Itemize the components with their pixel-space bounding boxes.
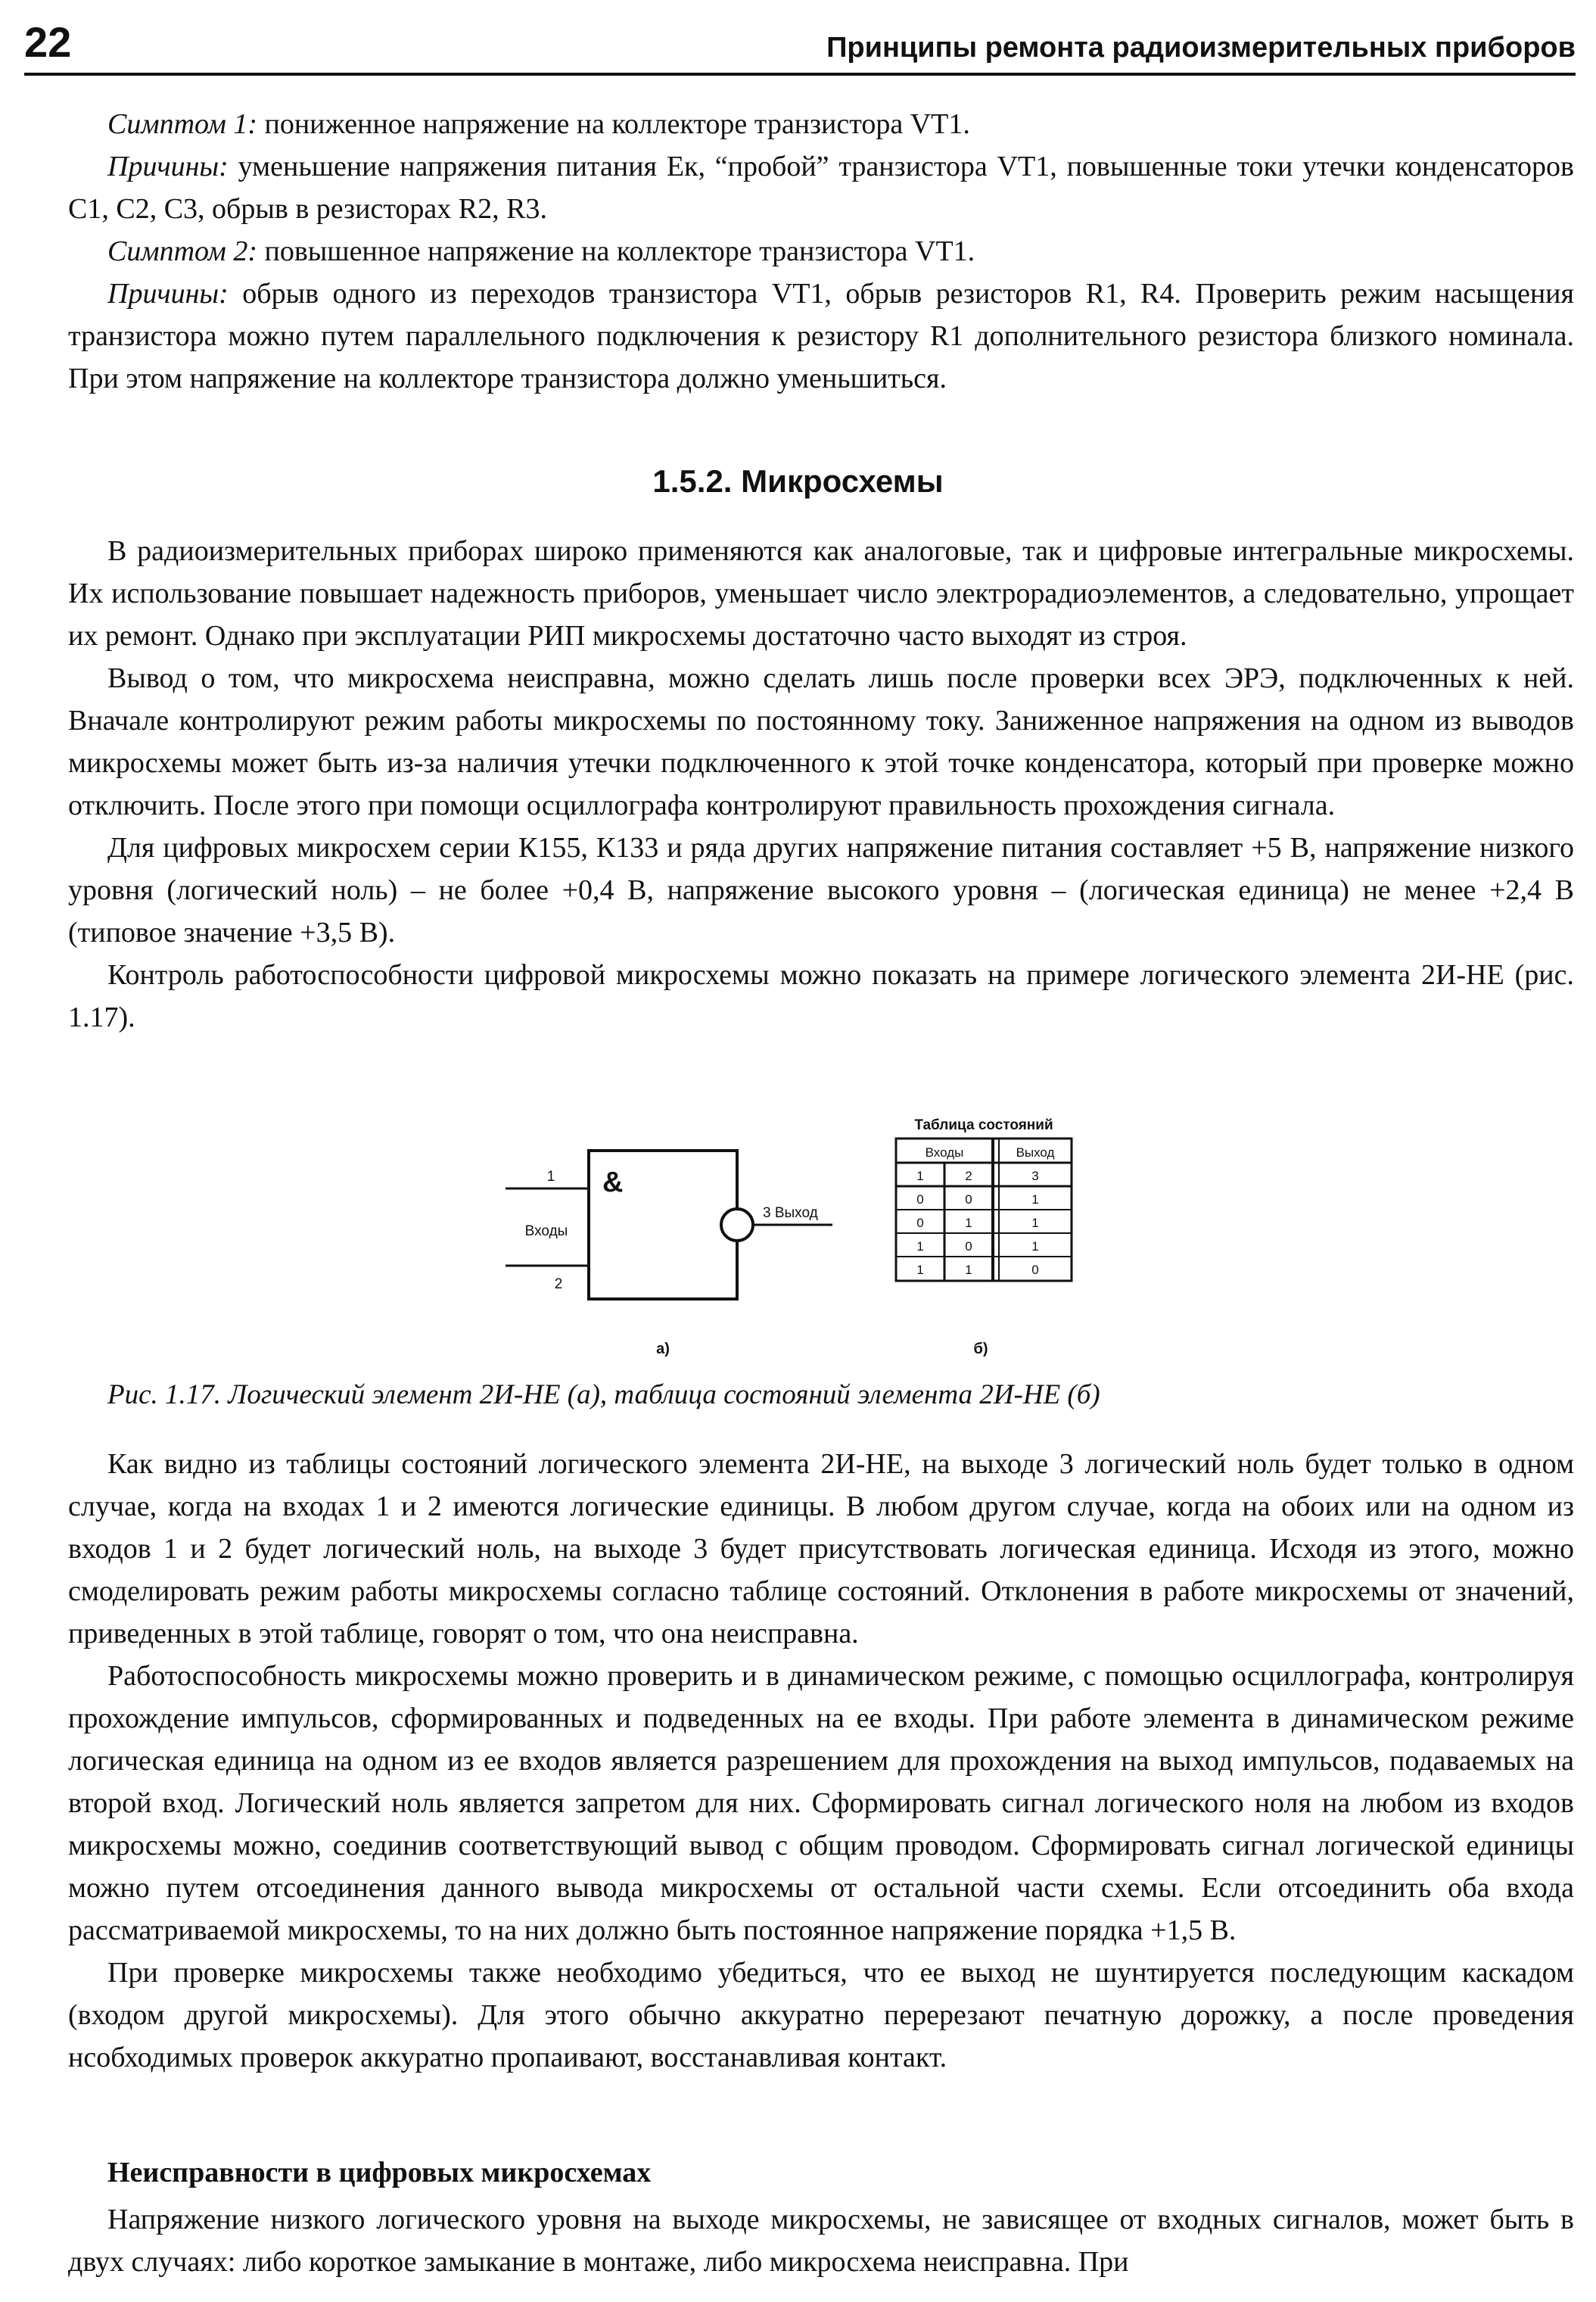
symptoms-block	[68, 103, 1574, 400]
table-cell: 0	[916, 1192, 924, 1207]
causes-2	[68, 273, 1574, 400]
table-cell: 1	[916, 1263, 924, 1277]
output-label: 3 Выход	[763, 1205, 818, 1221]
page-number: 22	[24, 18, 72, 66]
body-paragraph: Работоспособность микросхемы можно проверить и в динамическом режиме, с помощью осциллографа, контролируя прохождение импульсов, сформированных и подведенных на ее входы. При работе элемента в динамическом режиме логическая единица на одном из ее входов является разрешением для прохождения на выход импульсов, подаваемых на второй вход. Логический ноль является запретом для них. Сформировать сигнал логического ноля на любом из входов микросхемы можно, соединив соответствующий вывод с общим проводом. Сформировать сигнал логической единицы можно путем отсоединения данного вывода микросхемы от остальной части схемы. Если отсоединить оба входа рассматриваемой микросхемы, то на них должно быть постоянное напряжение порядка +1,5 В.	[68, 1660, 1574, 1946]
figure-caption: Рис. 1.17. Логический элемент 2И-НЕ (а), таблица состояний элемента 2И-НЕ (б)	[107, 1379, 1100, 1410]
figure-1-17	[0, 1113, 1596, 1370]
inversion-bubble	[721, 1209, 753, 1241]
subsection-title: Неисправности в цифровых микросхемах	[107, 2157, 652, 2188]
input-1-label: 1	[546, 1169, 555, 1185]
section-paragraph: Вывод о том, что микросхема неисправна, можно сделать лишь после проверки всех ЭРЭ, подключенных к ней. Вначале контролируют режим работы микросхемы по постоянному току. Заниженное напряжения на одном из выводов микросхемы может быть из-за наличия утечки подключенного к этой точке конденсатора, который при проверке можно отключить. После этого при помощи осциллографа контролируют правильность прохождения сигнала.	[68, 662, 1574, 821]
subsection-paragraph: Напряжение низкого логического уровня на выходе микросхемы, не зависящее от входных сигналов, может быть в двух случаях: либо короткое замыкание в монтаже, либо микросхема неисправна. При	[68, 2204, 1574, 2278]
section-title: 1.5.2. Микросхемы	[652, 463, 944, 499]
table-cell: 0	[916, 1216, 924, 1230]
group-inputs: Входы	[925, 1145, 964, 1160]
symptom-2	[68, 230, 1574, 273]
symptom-1	[68, 103, 1574, 145]
truth-table	[896, 1117, 1072, 1357]
table-cell: 1	[965, 1263, 972, 1277]
table-cell: 0	[965, 1239, 972, 1254]
table-cell: 1	[1031, 1192, 1039, 1207]
section-body	[68, 530, 1574, 1039]
running-title: Принципы ремонта радиоизмерительных приборов	[826, 32, 1576, 64]
symptom-2-text: повышенное напряжение на коллекторе транзистора VT1.	[257, 235, 975, 267]
column-header: 3	[1031, 1169, 1039, 1183]
sublabel-a: а)	[656, 1341, 670, 1357]
sublabel-b: б)	[973, 1341, 988, 1357]
causes-2-text: обрыв одного из переходов транзистора VT1, обрыв резисторов R1, R4. Проверить режим насыщения транзистора можно путем параллельного подключения к резистору R1 дополнительного резистора близкого номинала. При этом напряжение на коллекторе транзистора должно уменьшиться.	[68, 278, 1574, 394]
inputs-label: Входы	[524, 1223, 568, 1239]
section-paragraph: Для цифровых микросхем серии К155, К133 и ряда других напряжение питания составляет +5 В, напряжение низкого уровня (логический ноль) – не более +0,4 В, напряжение высокого уровня – (логическая единица) не менее +2,4 В (типовое значение +3,5 В).	[68, 832, 1574, 949]
causes-2-label: Причины:	[107, 278, 229, 310]
gate-symbol: &	[602, 1167, 624, 1198]
body-paragraph: При проверке микросхемы также необходимо убедиться, что ее выход не шунтируется последующим каскадом (входом другой микросхемы). Для этого обычно аккуратно перерезают печатную дорожку, а после проведения нсобходимых проверок аккуратно пропаивают, восстанавливая контакт.	[68, 1957, 1574, 2073]
after-figure-body	[68, 1443, 1574, 2079]
causes-1-text: уменьшение напряжения питания Ек, “пробой” транзистора VT1, повышенные токи утечки конденсаторов С1, С2, С3, обрыв в резисторах R2, R3.	[68, 151, 1574, 225]
table-cell: 1	[965, 1216, 972, 1230]
column-header: 1	[916, 1169, 924, 1183]
table-cell: 1	[1031, 1216, 1039, 1230]
running-header	[24, 17, 1576, 76]
truth-table-title: Таблица состояний	[914, 1117, 1053, 1133]
subsection-body	[68, 2198, 1574, 2283]
group-output: Выход	[1016, 1145, 1055, 1160]
figure-svg	[0, 1113, 1596, 1370]
table-cell: 1	[1031, 1239, 1039, 1254]
nand-gate-diagram	[506, 1151, 832, 1357]
table-cell: 0	[1031, 1263, 1039, 1277]
input-2-label: 2	[554, 1276, 563, 1292]
symptom-2-label: Симптом 2:	[107, 235, 257, 267]
table-cell: 0	[965, 1192, 972, 1207]
section-paragraph: В радиоизмерительных приборах широко применяются как аналоговые, так и цифровые интегральные микросхемы. Их использование повышает надежность приборов, уменьшает число электрорадиоэлементов, а следовательно, упрощает их ремонт. Однако при эксплуатации РИП микросхемы достаточно часто выходят из строя.	[68, 535, 1574, 652]
section-paragraph: Контроль работоспособности цифровой микросхемы можно показать на примере логического элемента 2И-НЕ (рис. 1.17).	[68, 959, 1574, 1033]
body-paragraph: Как видно из таблицы состояний логического элемента 2И-НЕ, на выходе 3 логический ноль будет только в одном случае, когда на входах 1 и 2 имеются логические единицы. В любом другом случае, когда на обоих или на одном из входов 1 и 2 будет логический ноль, на выходе 3 будет присутствовать логическая единица. Исходя из этого, можно смоделировать режим работы микросхемы согласно таблице состояний. Отклонения в работе микросхемы от значений, приведенных в этой таблице, говорят о том, что она неисправна.	[68, 1448, 1574, 1649]
causes-1	[68, 145, 1574, 230]
causes-1-label: Причины:	[107, 151, 229, 182]
column-header: 2	[965, 1169, 972, 1183]
symptom-1-text: пониженное напряжение на коллекторе транзистора VT1.	[257, 108, 970, 140]
table-cell: 1	[916, 1239, 924, 1254]
symptom-1-label: Симптом 1:	[107, 108, 257, 140]
